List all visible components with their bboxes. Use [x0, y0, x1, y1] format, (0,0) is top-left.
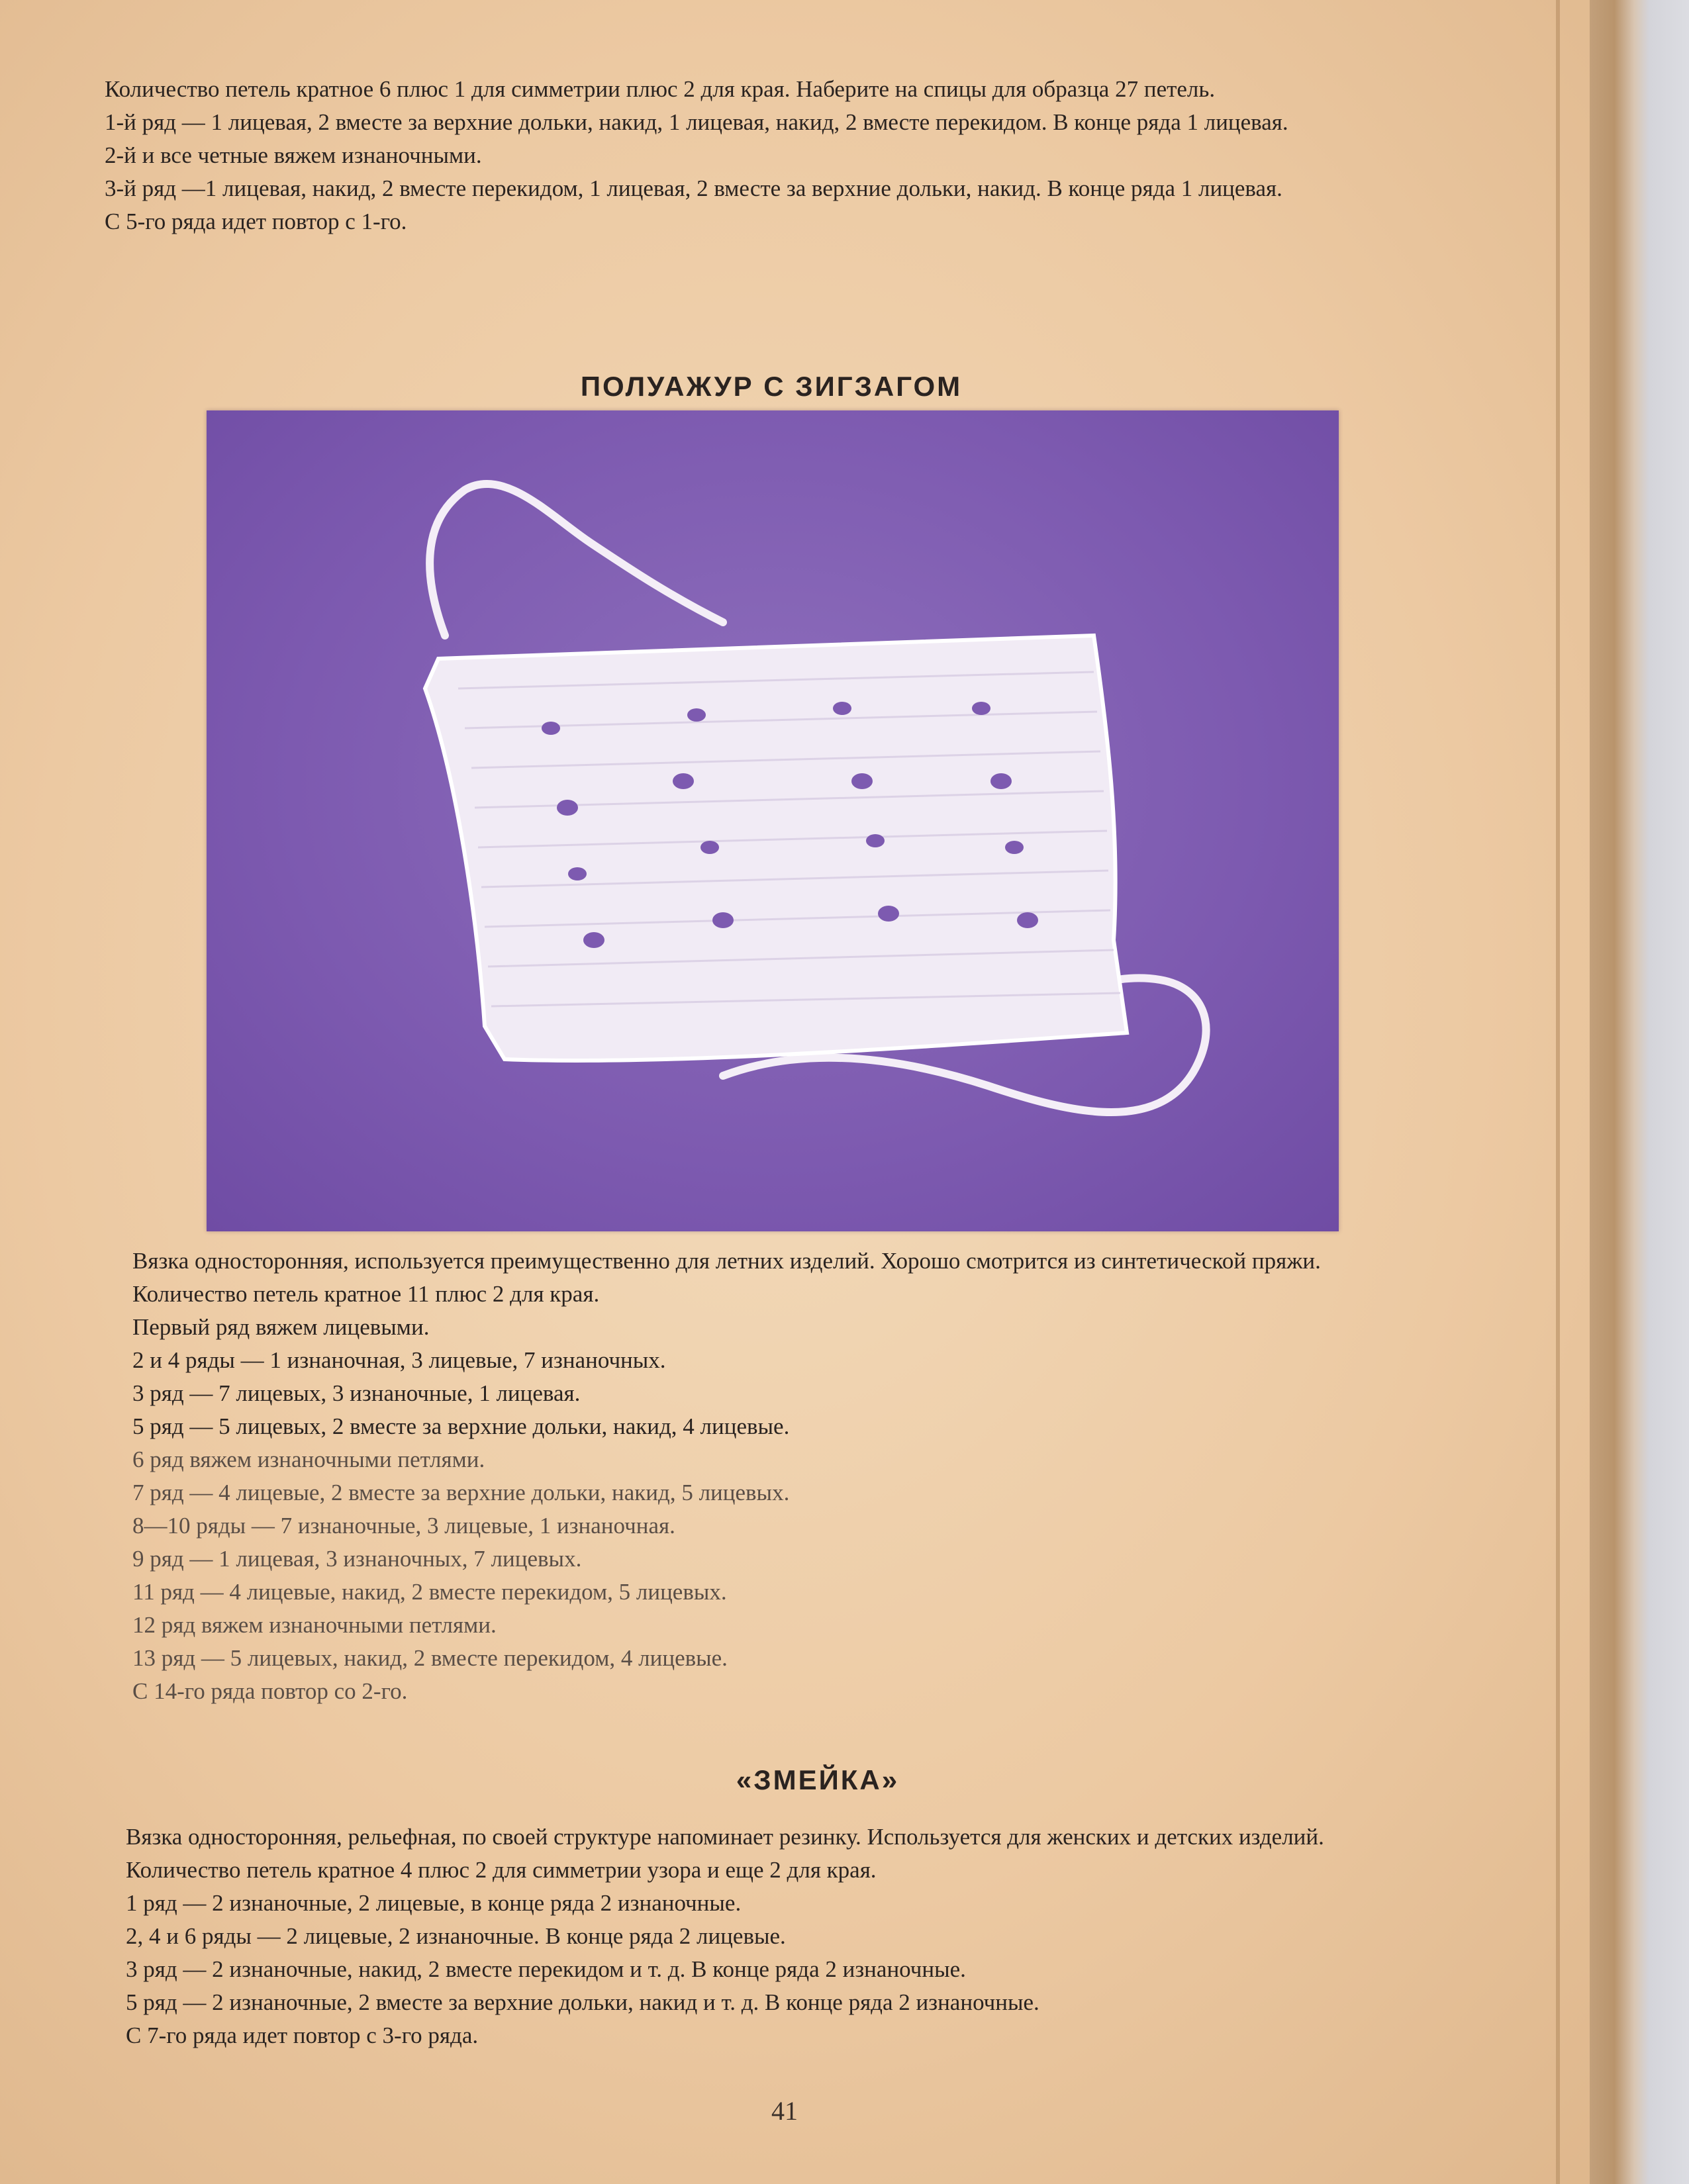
section1-line: Первый ряд вяжем лицевыми. [132, 1314, 430, 1340]
intro-line-1: Количество петель кратное 6 плюс 1 для симметрии плюс 2 для края. Наберите на спицы для образца 27 петель. [105, 76, 1216, 102]
section1-line: С 14-го ряда повтор со 2-го. [132, 1678, 408, 1704]
intro-text [72, 73, 1449, 238]
section1-line: 3 ряд — 7 лицевых, 3 изнаночные, 1 лицевая. [132, 1380, 581, 1406]
section1-line: 2 и 4 ряды — 1 изнаночная, 3 лицевые, 7 изнаночных. [132, 1347, 666, 1373]
swatch-illustration [207, 410, 1339, 1231]
section1-line: Количество петель кратное 11 плюс 2 для края. [132, 1281, 600, 1307]
page-number: 41 [771, 2096, 798, 2126]
intro-line-4: 3-й ряд —1 лицевая, накид, 2 вместе перекидом, 1 лицевая, 2 вместе за верхние дольки, накид. В конце ряда 1 лицевая. [105, 175, 1282, 201]
intro-line-3: 2-й и все четные вяжем изнаночными. [105, 142, 482, 168]
section2-description: Вязка односторонняя, рельефная, по своей структуре напоминает резинку. Используется для женских и детских изделий. [126, 1824, 1324, 1850]
section2-line: 3 ряд — 2 изнаночные, накид, 2 вместе перекидом и т. д. В конце ряда 2 изнаночные. [126, 1956, 966, 1982]
section1-line: 9 ряд — 1 лицевая, 3 изнаночных, 7 лицевых. [132, 1546, 582, 1572]
section1-line: 8—10 ряды — 7 изнаночные, 3 лицевые, 1 изнаночная. [132, 1513, 675, 1539]
intro-line-2: 1-й ряд — 1 лицевая, 2 вместе за верхние дольки, накид, 1 лицевая, накид, 2 вместе перекидом. В конце ряда 1 лицевая. [105, 109, 1288, 135]
section1-text [99, 1245, 1450, 1708]
section2-line: С 7-го ряда идет повтор с 3-го ряда. [126, 2022, 479, 2048]
section2-line: 1 ряд — 2 изнаночные, 2 лицевые, в конце ряда 2 изнаночные. [126, 1890, 742, 1916]
intro-line-5: С 5-го ряда идет повтор с 1-го. [105, 209, 407, 234]
section2-line: 2, 4 и 6 ряды — 2 лицевые, 2 изнаночные. В конце ряда 2 лицевые. [126, 1923, 786, 1949]
section-title-snake: «ЗМЕЙКА» [736, 1764, 900, 1795]
section2-line: Количество петель кратное 4 плюс 2 для симметрии узора и еще 2 для края. [126, 1857, 877, 1883]
section2-text [93, 1821, 1476, 2052]
section1-line: 6 ряд вяжем изнаночными петлями. [132, 1447, 485, 1472]
section2-line: 5 ряд — 2 изнаночные, 2 вместе за верхние дольки, накид и т. д. В конце ряда 2 изнаночные. [126, 1989, 1039, 2015]
page-edge [1590, 0, 1689, 2184]
section1-line: 11 ряд — 4 лицевые, накид, 2 вместе перекидом, 5 лицевых. [132, 1579, 727, 1605]
knitted-swatch-photo [207, 410, 1339, 1231]
page-fold-shadow [1556, 0, 1560, 2184]
section1-description: Вязка односторонняя, используется преимущественно для летних изделий. Хорошо смотрится из синтетической пряжи. [132, 1248, 1321, 1274]
section1-line: 5 ряд — 5 лицевых, 2 вместе за верхние дольки, накид, 4 лицевые. [132, 1413, 790, 1439]
section1-line: 12 ряд вяжем изнаночными петлями. [132, 1612, 497, 1638]
section1-line: 7 ряд — 4 лицевые, 2 вместе за верхние дольки, накид, 5 лицевых. [132, 1480, 790, 1505]
section1-line: 13 ряд — 5 лицевых, накид, 2 вместе перекидом, 4 лицевые. [132, 1645, 728, 1671]
section-title-half-openwork: ПОЛУАЖУР С ЗИГЗАГОМ [580, 371, 963, 402]
